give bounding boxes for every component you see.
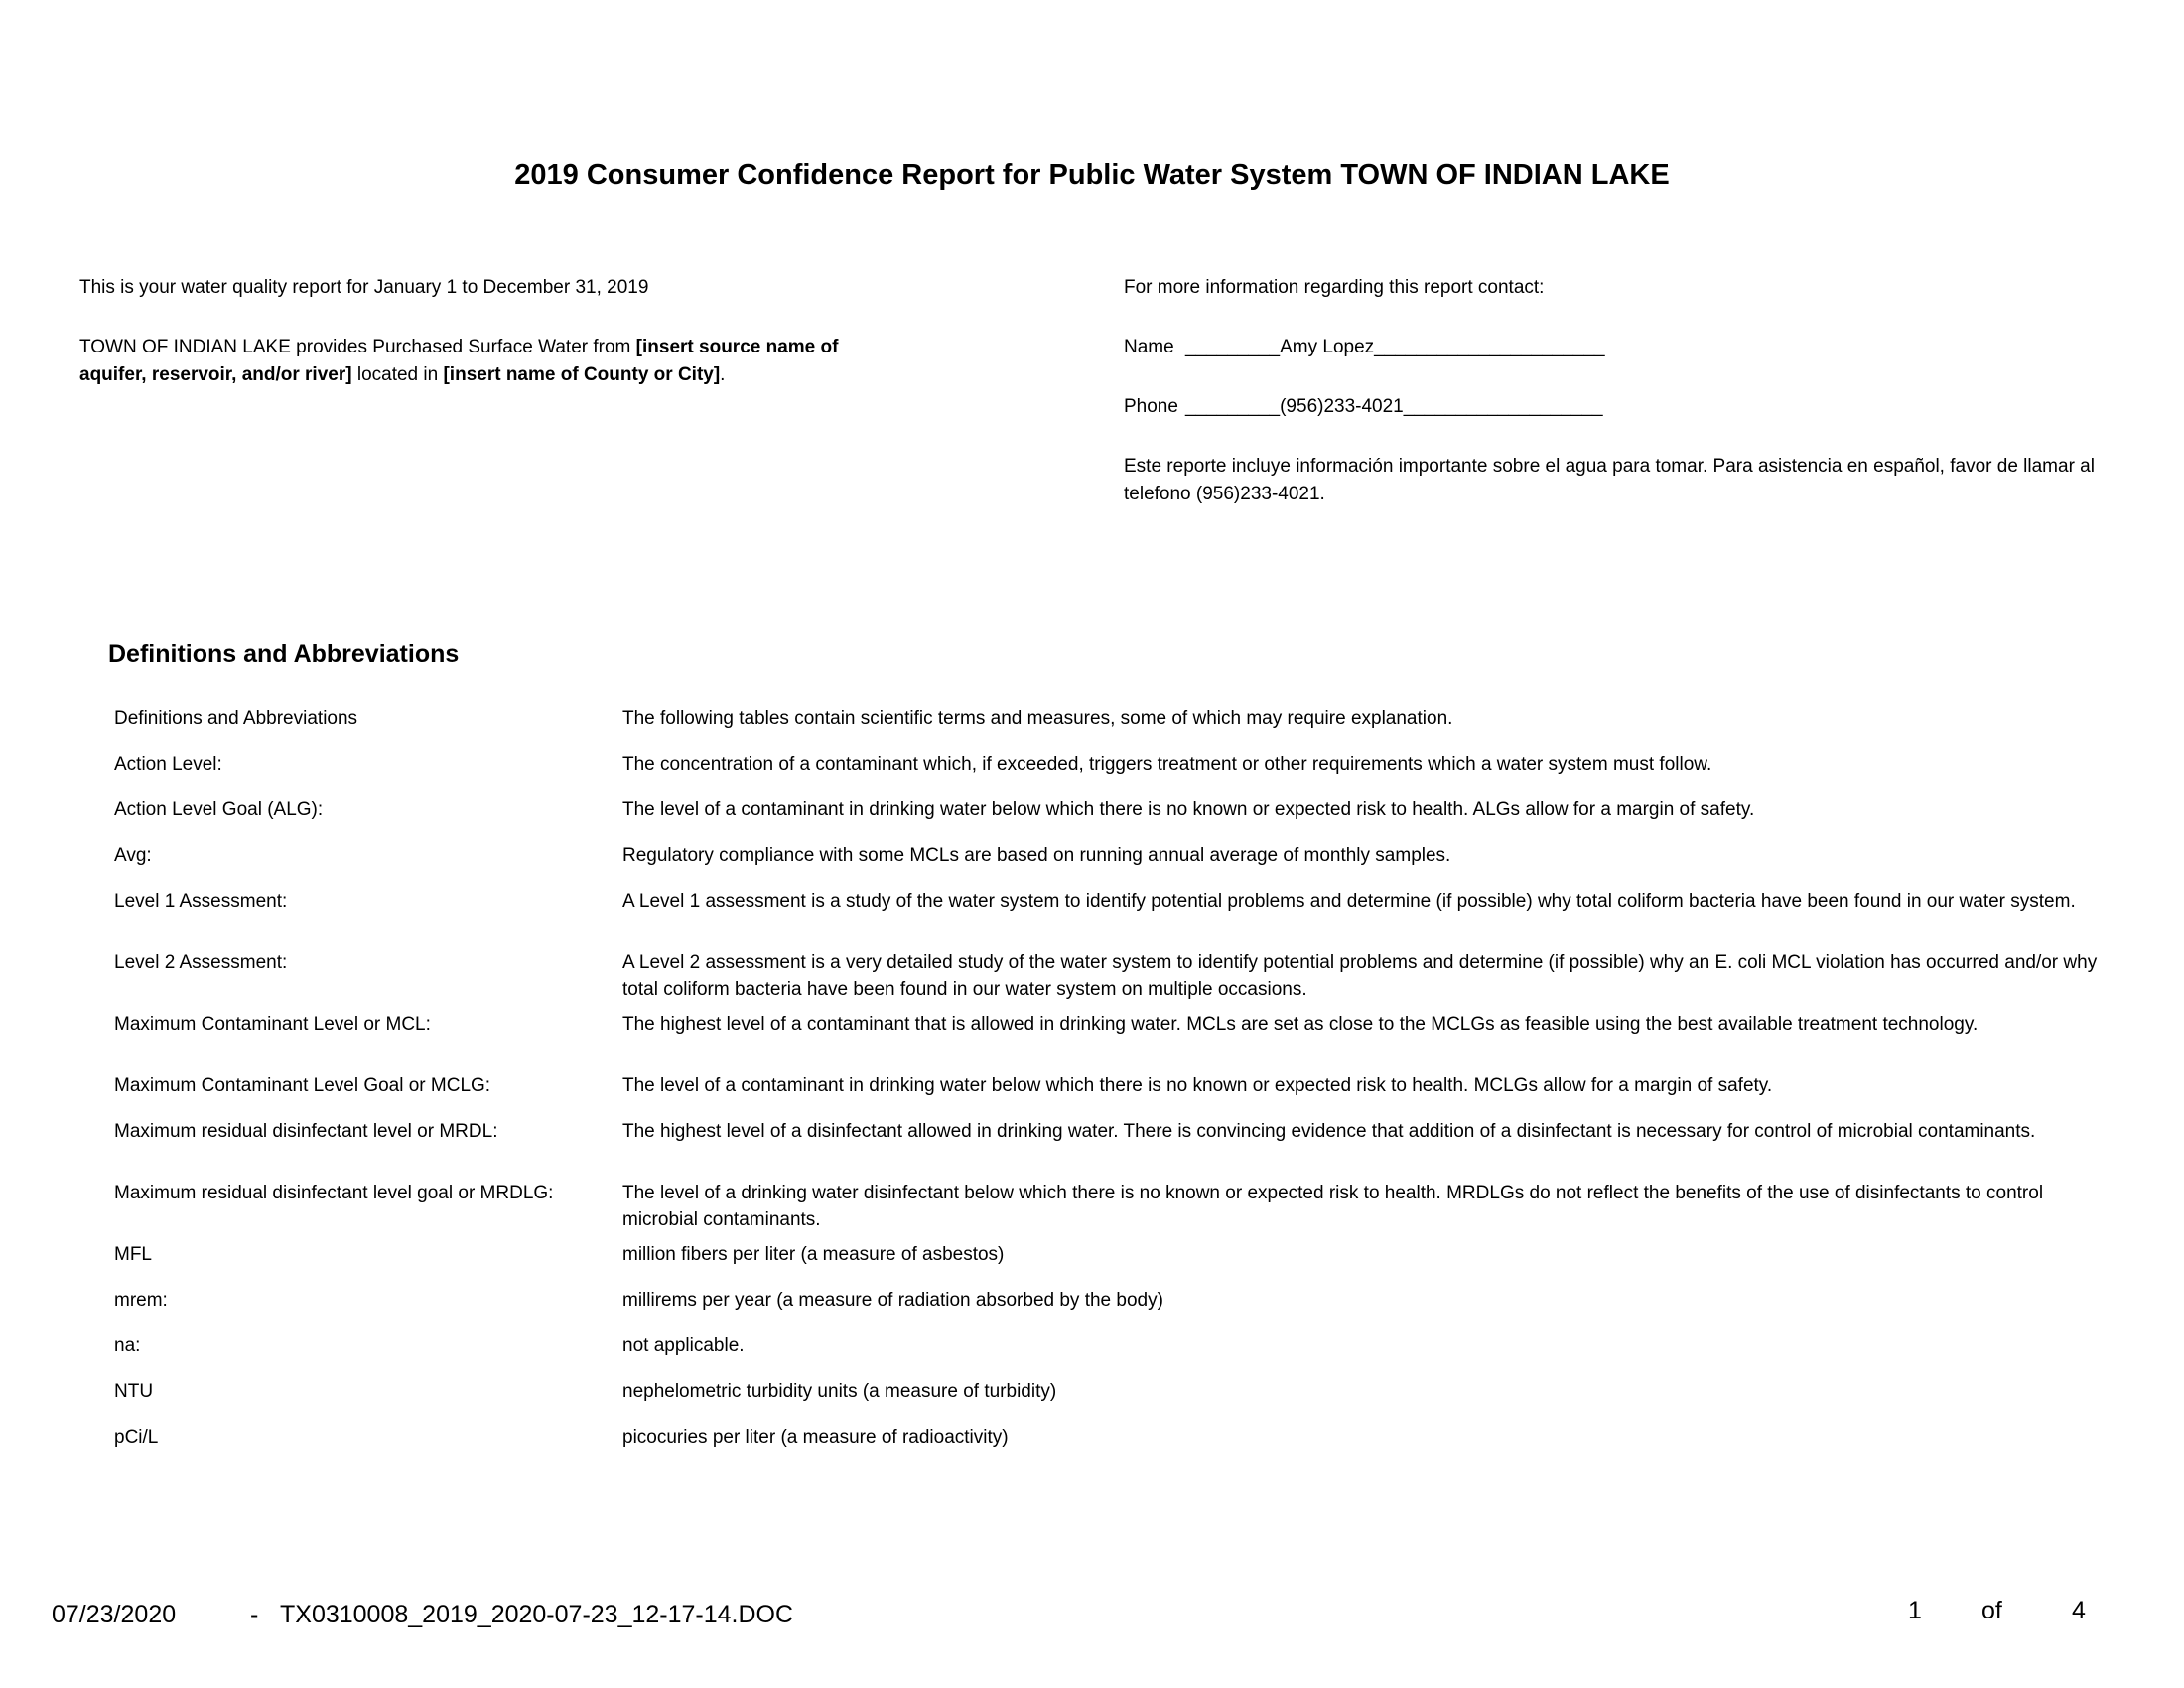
definition-desc: The highest level of a contaminant that is allowed in drinking water. MCLs are set as close to the MCLGs as feasible using the best available treatment technology. (622, 1014, 1979, 1035)
contact-section (1124, 274, 2126, 540)
definition-term: Maximum residual disinfectant level or MRDL: (114, 1121, 498, 1142)
contact-phone-label: Phone (1124, 396, 1178, 417)
report-title: 2019 Consumer Confidence Report for Public Water System TOWN OF INDIAN LAKE (514, 159, 1670, 191)
footer-date: 07/23/2020 (52, 1601, 177, 1628)
definition-term: Action Level Goal (ALG): (114, 799, 324, 820)
water-source-statement (79, 334, 874, 389)
definition-desc: not applicable. (622, 1336, 745, 1356)
definition-desc: Regulatory compliance with some MCLs are based on running annual average of monthly samples. (622, 845, 1451, 866)
page-number-total: 4 (2072, 1597, 2086, 1624)
definition-term: MFL (114, 1244, 152, 1265)
spanish-note: Este reporte incluye información importante sobre el agua para tomar. Para asistencia en español, favor de llamar al telefono (956)233-4021. (1124, 456, 2095, 504)
definition-desc: millirems per year (a measure of radiation absorbed by the body) (622, 1290, 1163, 1311)
definition-term: Maximum Contaminant Level or MCL: (114, 1014, 431, 1035)
definition-term: Maximum residual disinfectant level goal or MRDLG: (114, 1183, 554, 1203)
contact-name-line (1124, 334, 2126, 361)
source-middle: located in (351, 364, 444, 385)
source-placeholder: [insert source name of aquifer, reservoir, and/or river] (79, 337, 839, 385)
intro-section (79, 274, 1072, 421)
definition-desc: A Level 2 assessment is a very detailed study of the water system to identify potential problems and determine (if possible) why an E. coli MCL violation has occurred and/or why total coliform bacteria have been found in our water system on multiple occasions. (622, 952, 2098, 1000)
definition-term: Definitions and Abbreviations (114, 708, 358, 729)
page-number-of: of (1981, 1597, 2002, 1624)
contact-phone-line (1124, 393, 2126, 421)
report-period: This is your water quality report for January 1 to December 31, 2019 (79, 277, 649, 298)
definition-term: Action Level: (114, 754, 222, 774)
contact-name-label: Name (1124, 337, 1174, 357)
definition-desc: The following tables contain scientific terms and measures, some of which may require explanation. (622, 708, 1453, 729)
location-placeholder: [insert name of County or City] (443, 364, 721, 385)
definition-desc: nephelometric turbidity units (a measure of turbidity) (622, 1381, 1057, 1402)
definition-desc: picocuries per liter (a measure of radioactivity) (622, 1427, 1009, 1448)
definition-term: na: (114, 1336, 141, 1356)
definition-term: pCi/L (114, 1427, 159, 1448)
source-prefix: TOWN OF INDIAN LAKE provides Purchased Surface Water from (79, 337, 636, 357)
definition-term: Avg: (114, 845, 152, 866)
contact-name-value: _________Amy Lopez______________________ (1185, 337, 1605, 357)
footer-dash: - (250, 1601, 259, 1628)
definition-term: mrem: (114, 1290, 168, 1311)
definition-desc: A Level 1 assessment is a study of the water system to identify potential problems and determine (if possible) why total coliform bacteria have been found in our water system. (622, 891, 2076, 912)
definition-term: Level 1 Assessment: (114, 891, 288, 912)
source-suffix: . (720, 364, 726, 385)
definition-desc: The highest level of a disinfectant allowed in drinking water. There is convincing evidence that addition of a disinfectant is necessary for control of microbial contaminants. (622, 1121, 2036, 1142)
contact-heading: For more information regarding this report contact: (1124, 277, 1545, 298)
contact-phone-value: _________(956)233-4021___________________ (1185, 396, 1603, 417)
definition-term: NTU (114, 1381, 154, 1402)
footer-filename: TX0310008_2019_2020-07-23_12-17-14.DOC (280, 1601, 794, 1628)
definition-desc: The level of a drinking water disinfectant below which there is no known or expected risk to health. MRDLGs do not reflect the benefits of the use of disinfectants to control microbial contaminants. (622, 1183, 2044, 1230)
definition-desc: million fibers per liter (a measure of asbestos) (622, 1244, 1005, 1265)
definitions-heading: Definitions and Abbreviations (108, 640, 460, 668)
definition-desc: The level of a contaminant in drinking water below which there is no known or expected risk to health. ALGs allow for a margin of safety. (622, 799, 1755, 820)
definition-term: Maximum Contaminant Level Goal or MCLG: (114, 1075, 491, 1096)
definition-desc: The level of a contaminant in drinking water below which there is no known or expected risk to health. MCLGs allow for a margin of safety. (622, 1075, 1773, 1096)
definition-desc: The concentration of a contaminant which, if exceeded, triggers treatment or other requirements which a water system must follow. (622, 754, 1712, 774)
page-number-current: 1 (1908, 1597, 1922, 1624)
definition-term: Level 2 Assessment: (114, 952, 288, 973)
